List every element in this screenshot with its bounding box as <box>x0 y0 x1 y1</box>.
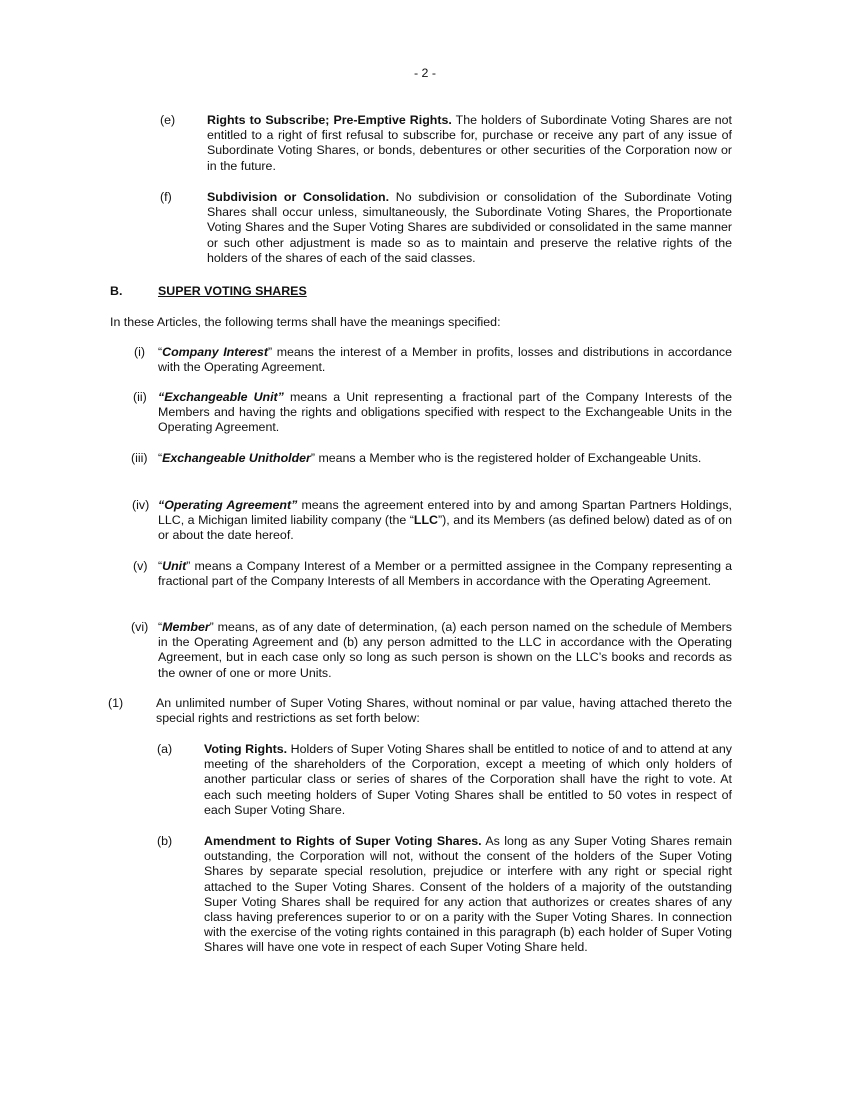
clause-text: As long as any Super Voting Shares remain outstanding, the Corporation will not, without the consent of the holders of the Super Voting Shares by separate special resolution, prejudice or interfere with any right or special right attached to the Super Voting Shares. Consent of the holders of a majority of the outstanding Super Voting Shares shall be required for any action that authorizes or creates shares of any class having preferences superior to or on a parity with the Super Voting Shares. In connection with the exercise of the voting rights contained in this paragraph (b) each holder of Super Voting Shares will have one vote in respect of each Super Voting Share held. <box>204 834 732 955</box>
clause-heading: Rights to Subscribe; Pre-Emptive Rights. <box>207 113 452 127</box>
definition-text: means the interest of a Member in profits, losses and distributions in accordance with the Operating Agreement. <box>158 345 732 375</box>
defined-term: Member <box>162 620 210 634</box>
clause-heading: Voting Rights. <box>204 742 288 756</box>
definition-text: means a Member who is the registered holder of Exchangeable Units. <box>315 451 702 465</box>
definition-label: (iii) <box>131 451 148 465</box>
definition-body <box>158 390 732 436</box>
definition-body <box>158 620 732 681</box>
clause-label: (e) <box>160 113 176 127</box>
open-quote: “ <box>158 559 163 573</box>
close-quote: ” <box>310 451 315 465</box>
definition-label: (vi) <box>131 620 149 634</box>
defined-term: Exchangeable Unitholder <box>162 451 311 465</box>
definition-label: (v) <box>133 559 148 573</box>
clause-heading: Amendment to Rights of Super Voting Shares. <box>204 834 482 848</box>
definition-body <box>158 345 732 375</box>
definition-body <box>158 559 732 589</box>
definition-text: ”), and its Members (as defined below) dated as of on or about the date hereof. <box>158 513 732 543</box>
section-intro: In these Articles, the following terms shall have the meanings specified: <box>110 315 501 329</box>
definition-body <box>158 451 732 466</box>
open-quote: “ <box>158 345 163 359</box>
section-number: B. <box>110 284 123 298</box>
close-quote: ” <box>209 620 214 634</box>
defined-term: Company Interest <box>162 345 268 359</box>
open-quote: “ <box>158 620 163 634</box>
clause-label: (f) <box>160 190 172 204</box>
close-quote: ” <box>267 345 273 359</box>
definition-text: means, as of any date of determination, (a) each person named on the schedule of Members in the Operating Agreement and (b) any person admitted to the LLC in accordance with the Operating Agreement, but in each case only so long as such person is shown on the LLC’s books and records as the owner of one or more Units. <box>158 620 732 680</box>
section-b-heading <box>110 284 730 299</box>
definition-label: (iv) <box>132 498 150 512</box>
clause-text: The holders of Subordinate Voting Shares are not entitled to a right of first refusal to subscribe for, purchase or receive any part of any issue of Subordinate Voting Shares, or bonds, debentures or other securities of the Corporation now or in the future. <box>207 113 732 173</box>
clause-label: (b) <box>157 834 173 848</box>
clause-heading: Subdivision or Consolidation. <box>207 190 390 204</box>
open-quote: “ <box>158 451 163 465</box>
defined-term: “Operating Agreement” <box>158 498 298 512</box>
clause-label: (a) <box>157 742 173 756</box>
definition-label: (ii) <box>133 390 147 404</box>
clause-body <box>204 834 732 956</box>
defined-term: “Exchangeable Unit” <box>158 390 284 404</box>
definition-text: means the agreement entered into by and among Spartan Partners Holdings, LLC, a Michigan limited liability company (the “ <box>158 498 732 528</box>
clause-body <box>204 742 732 818</box>
clause-label: (1) <box>108 696 124 710</box>
close-quote: ” <box>186 559 191 573</box>
definition-label: (i) <box>134 345 146 359</box>
section-title: SUPER VOTING SHARES <box>158 284 307 298</box>
clause-body <box>207 113 732 174</box>
definition-text: means a Company Interest of a Member or a permitted assignee in the Company representing a fractional part of the Company Interests of all Members in accordance with the Operating Agreement. <box>158 559 732 589</box>
clause-body <box>207 190 732 266</box>
clause-text: No subdivision or consolidation of the Subordinate Voting Shares shall occur unless, simultaneously, the Subordinate Voting Shares, the Proportionate Voting Shares and the Super Voting Shares are subdivided or consolidated in the same manner or such other adjustment is made so as to maintain and preserve the relative rights of the holders of the shares of each of the said classes. <box>207 190 732 265</box>
definition-text: means a Unit representing a fractional part of the Company Interests of the Members and having the rights and obligations specified with respect to the Exchangeable Units in the Operating Agreement. <box>158 390 733 435</box>
defined-abbreviation: LLC <box>413 513 438 528</box>
clause-body: An unlimited number of Super Voting Shares, without nominal or par value, having attached thereto the special rights and restrictions as set forth below: <box>156 696 732 726</box>
defined-term: Unit <box>162 559 187 573</box>
clause-text: Holders of Super Voting Shares shall be entitled to notice of and to attend at any meeting of the shareholders of the Corporation, except a meeting of which only holders of another particular class or series of shares of the Corporation shall have the right to vote. At each such meeting holders of Super Voting Shares shall be entitled to 50 votes in respect of each Super Voting Share. <box>204 742 732 817</box>
page-number: - 2 - <box>413 66 437 80</box>
definition-body <box>158 498 732 544</box>
